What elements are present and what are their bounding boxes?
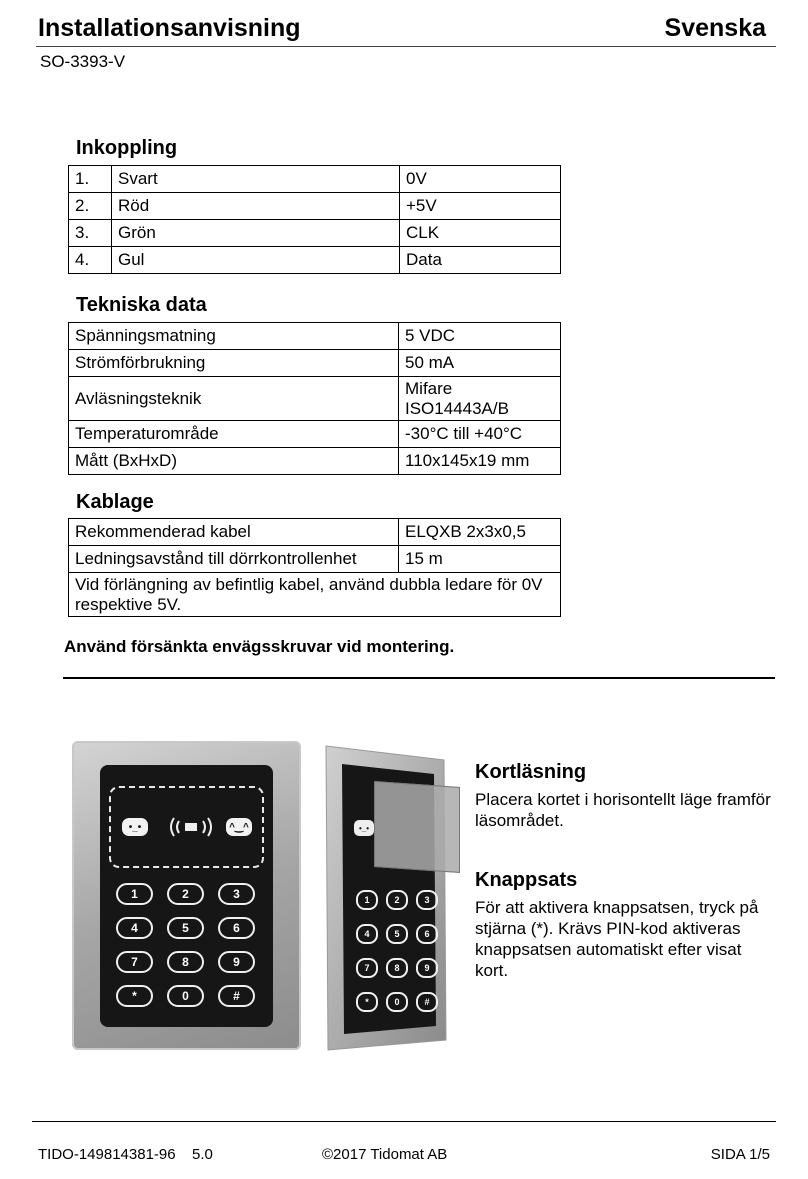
table-cell: 5 VDC [399, 323, 561, 350]
knappsats-text: För att aktivera knappsatsen, tryck på stjärna (*). Krävs PIN-kod aktiveras knappsatsen automatiskt efter visat kort. [475, 898, 759, 980]
wiring-table [68, 165, 561, 274]
table-cell: +5V [400, 193, 561, 220]
key-1: 1 [116, 883, 153, 905]
smile-face-icon: ^‿^ [226, 818, 252, 836]
table-cell: Svart [112, 166, 400, 193]
access-card [374, 781, 460, 873]
table-row [69, 166, 561, 193]
document-title: Installationsanvisning [38, 14, 301, 42]
key-9: 9 [416, 958, 438, 978]
table-cell: 50 mA [399, 350, 561, 377]
footer-page-number: SIDA 1/5 [710, 1146, 770, 1163]
kortlasning-text: Placera kortet i horisontellt läge framför läsområdet. [475, 790, 771, 830]
header-divider [36, 46, 776, 47]
table-cell: Rekommenderad kabel [69, 519, 399, 546]
table-cell: -30°C till +40°C [399, 421, 561, 448]
keypad-front-image [72, 741, 301, 1050]
table-cell: Spänningsmatning [69, 323, 399, 350]
table-cell: Gul [112, 247, 400, 274]
key-hash: # [218, 985, 255, 1007]
table-cell: 15 m [399, 546, 561, 573]
section-title-inkoppling: Inkoppling [76, 137, 178, 159]
key-2: 2 [386, 890, 408, 910]
table-row [69, 377, 561, 421]
table-cell: ELQXB 2x3x0,5 [399, 519, 561, 546]
key-hash: # [416, 992, 438, 1012]
key-0: 0 [386, 992, 408, 1012]
key-star: * [116, 985, 153, 1007]
table-row [69, 220, 561, 247]
section-title-kortlasning: Kortläsning [475, 761, 587, 783]
table-cell: Temperaturområde [69, 421, 399, 448]
key-2: 2 [167, 883, 204, 905]
key-8: 8 [386, 958, 408, 978]
table-row [69, 421, 561, 448]
section-title-tekniska-data: Tekniska data [76, 294, 207, 316]
key-1: 1 [356, 890, 378, 910]
table-cell: Avläsningsteknik [69, 377, 399, 421]
footer-doc-id: TIDO-149814381-96 [38, 1146, 176, 1163]
key-6: 6 [218, 917, 255, 939]
table-cell: Strömförbrukning [69, 350, 399, 377]
footer-copyright: ©2017 Tidomat AB [322, 1146, 448, 1163]
table-cell: Mifare ISO14443A/B [399, 377, 561, 421]
technical-data-table [68, 322, 561, 475]
key-5: 5 [386, 924, 408, 944]
key-star: * [356, 992, 378, 1012]
key-3: 3 [416, 890, 438, 910]
table-cell: Vid förlängning av befintlig kabel, använd dubbla ledare för 0V respektive 5V. [69, 573, 561, 617]
contactless-icon [166, 810, 216, 844]
section-divider [63, 677, 775, 679]
neutral-face-icon: •_• [122, 818, 148, 836]
table-row [69, 350, 561, 377]
footer-divider [32, 1121, 776, 1122]
table-row [69, 448, 561, 475]
key-8: 8 [167, 951, 204, 973]
table-row [69, 193, 561, 220]
key-5: 5 [167, 917, 204, 939]
table-cell: 3. [69, 220, 112, 247]
footer-version: 5.0 [192, 1146, 213, 1163]
table-row [69, 546, 561, 573]
mounting-note: Använd försänkta envägsskruvar vid montering. [64, 637, 455, 656]
table-cell: 4. [69, 247, 112, 274]
key-7: 7 [116, 951, 153, 973]
key-0: 0 [167, 985, 204, 1007]
table-row [69, 573, 561, 617]
table-cell: CLK [400, 220, 561, 247]
table-cell: Röd [112, 193, 400, 220]
table-row [69, 519, 561, 546]
keypad-panel [100, 765, 273, 1027]
neutral-face-icon: •_• [354, 820, 374, 836]
table-row [69, 247, 561, 274]
table-cell: Grön [112, 220, 400, 247]
key-9: 9 [218, 951, 255, 973]
section-title-knappsats: Knappsats [475, 869, 578, 891]
section-title-kablage: Kablage [76, 491, 154, 513]
table-cell: 0V [400, 166, 561, 193]
table-cell: 110x145x19 mm [399, 448, 561, 475]
key-7: 7 [356, 958, 378, 978]
table-cell: Data [400, 247, 561, 274]
cabling-table [68, 518, 561, 617]
key-4: 4 [356, 924, 378, 944]
table-cell: Ledningsavstånd till dörrkontrollenhet [69, 546, 399, 573]
keypad-angled-image [324, 744, 464, 1052]
table-cell: 1. [69, 166, 112, 193]
table-cell: 2. [69, 193, 112, 220]
card-reading-area [109, 786, 264, 868]
table-cell: Mått (BxHxD) [69, 448, 399, 475]
key-4: 4 [116, 917, 153, 939]
table-row [69, 323, 561, 350]
document-language: Svenska [664, 14, 766, 42]
key-6: 6 [416, 924, 438, 944]
key-3: 3 [218, 883, 255, 905]
document-code: SO-3393-V [40, 52, 126, 71]
